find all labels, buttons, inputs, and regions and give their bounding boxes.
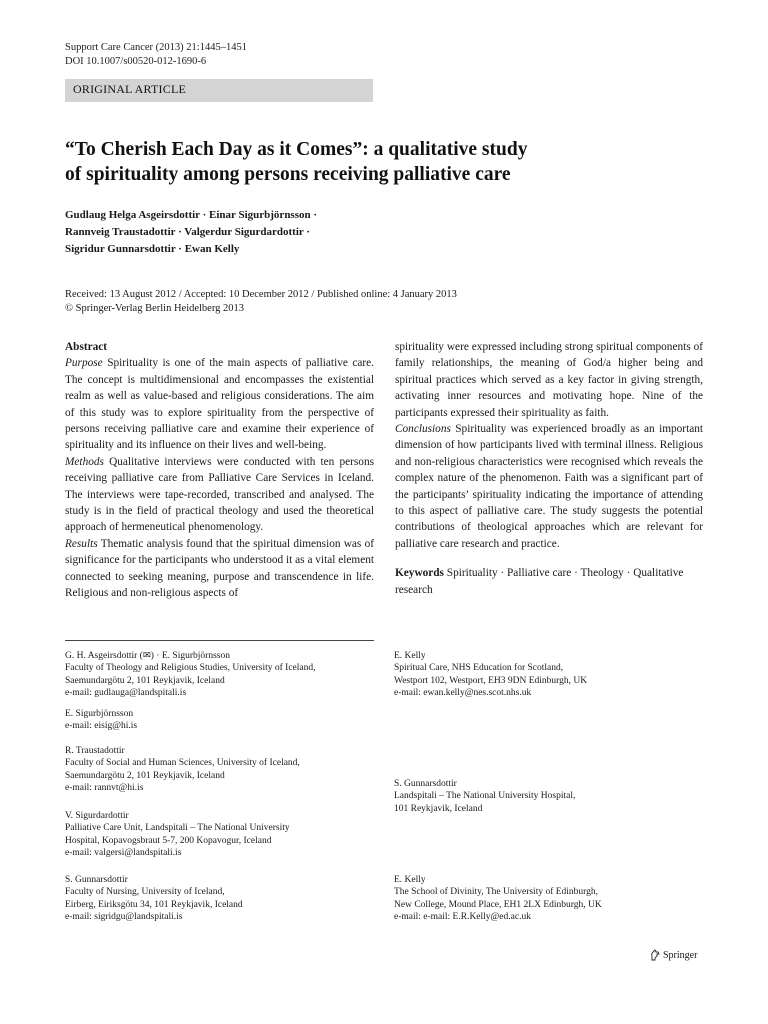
affiliation-name: V. Sigurdardottir <box>65 811 129 821</box>
affiliation-block <box>65 650 385 700</box>
footnote-divider <box>65 640 374 641</box>
keywords <box>395 565 703 598</box>
affiliation-line: Faculty of Nursing, University of Iceland, <box>65 887 225 898</box>
affiliation-line: Palliative Care Unit, Landspitali – The National University <box>65 823 290 834</box>
affiliation-name: S. Gunnarsdottir <box>65 875 128 885</box>
affiliation-email: e-mail: rannvt@hi.is <box>65 783 144 794</box>
results-continued-text: spirituality were expressed including strong spiritual components of family relationships, the meaning of God/a higher being and spiritual practices which served as a key factor in giving strength, activating inner resources and motivating hope. Nine of the participants expressed their spirituality as faith. <box>395 341 703 419</box>
affiliation-email: e-mail: sigridgu@landspitali.is <box>65 912 183 923</box>
copyright-notice: © Springer-Verlag Berlin Heidelberg 2013 <box>65 303 245 314</box>
received-dates: Received: 13 August 2012 / Accepted: 10 December 2012 / Published online: 4 January 2013 <box>65 289 457 300</box>
methods-text: Qualitative interviews were conducted with ten persons receiving palliative care from Palliative Care Services in Iceland. The interviews were tape-recorded, transcribed and analysed. The study is in the field of practical theology and used the theoretical approach of hermeneutical phenomenology. <box>65 455 374 534</box>
abstract-heading: Abstract <box>65 341 108 353</box>
affiliation-name: S. Gunnarsdottir <box>394 779 457 789</box>
journal-header <box>65 41 247 69</box>
affiliation-block <box>65 874 385 924</box>
results-text: Thematic analysis found that the spiritual dimension was of significance for the participants who understood it as a vital element connected to seeking meaning, purpose and transcendence in life. Religious and non-religious aspects of <box>65 537 375 600</box>
title-line-1: “To Cherish Each Day as it Comes”: a qualitative study <box>65 139 528 160</box>
abstract-right-column <box>395 339 703 598</box>
journal-doi: DOI 10.1007/s00520-012-1690-6 <box>65 56 207 67</box>
affiliation-name: E. Kelly <box>394 651 426 661</box>
article-type-label: ORIGINAL ARTICLE <box>73 82 187 96</box>
affiliation-email: e-mail: valgersi@landspitali.is <box>65 848 182 859</box>
conclusions-text: Spirituality was experienced broadly as an important dimension of how participants lived with terminal illness. Religious and non-religious characteristics were recognised which reveals the complex nature of the phenomenon. Faith was a significant part of the participants’ spirituality indicating the importance of attending to this aspect of palliative care. The study suggests the potential contributions of theological approaches which are relevant for palliative care research and practice. <box>395 423 704 550</box>
purpose-text: Spirituality is one of the main aspects of palliative care. The concept is multidimensional and encompasses the existential realm as well as value-based and religious considerations. The aim of this study was to explore spirituality from the perspective of persons receiving palliative care and examine their experience of spirituality and its influence on their lives and well-being. <box>65 357 375 452</box>
affiliation-line: Faculty of Theology and Religious Studies, University of Iceland, <box>65 663 316 674</box>
authors-line-2: Rannveig Traustadottir · Valgerdur Sigurdardottir · <box>65 226 310 238</box>
affiliation-line: Saemundargötu 2, 101 Reykjavik, Iceland <box>65 675 225 686</box>
affiliation-line: Spiritual Care, NHS Education for Scotland, <box>394 663 564 674</box>
affiliation-email: e-mail: e-mail: E.R.Kelly@ed.ac.uk <box>394 912 531 923</box>
affiliation-email: e-mail: ewan.kelly@nes.scot.nhs.uk <box>394 688 532 699</box>
publisher-name: Springer <box>663 949 698 961</box>
affiliation-block <box>65 810 385 860</box>
affiliation-name: E. Sigurbjörnsson <box>65 709 134 719</box>
keywords-label: Keywords <box>395 567 444 580</box>
springer-horse-icon <box>650 949 660 961</box>
article-title <box>65 137 705 187</box>
affiliation-name: E. Kelly <box>394 875 426 885</box>
author-list <box>65 207 705 258</box>
purpose-label: Purpose <box>65 357 103 370</box>
publisher-footer <box>650 949 697 961</box>
affiliation-email: e-mail: gudlauga@landspitali.is <box>65 688 187 699</box>
article-type-banner <box>65 79 373 102</box>
affiliation-line: Landspitali – The National University Hospital, <box>394 791 576 802</box>
conclusions-label: Conclusions <box>395 423 451 436</box>
keywords-text: Spirituality · Palliative care · Theology · Qualitative research <box>395 567 684 596</box>
affiliation-line: Faculty of Social and Human Sciences, University of Iceland, <box>65 758 300 769</box>
authors-line-1: Gudlaug Helga Asgeirsdottir · Einar Sigurbjörnsson · <box>65 209 318 221</box>
affiliation-block <box>394 874 714 924</box>
affiliation-line: Saemundargötu 2, 101 Reykjavik, Iceland <box>65 770 225 781</box>
affiliation-block <box>65 708 385 733</box>
authors-line-3: Sigridur Gunnarsdottir · Ewan Kelly <box>65 243 240 255</box>
affiliation-email: e-mail: eisig@hi.is <box>65 721 138 732</box>
journal-citation: Support Care Cancer (2013) 21:1445–1451 <box>65 42 247 53</box>
results-label: Results <box>65 537 98 550</box>
affiliation-line: New College, Mound Place, EH1 2LX Edinburgh, UK <box>394 899 602 910</box>
abstract-left-column <box>65 339 374 602</box>
affiliation-line: Westport 102, Westport, EH3 9DN Edinburgh, UK <box>394 675 588 686</box>
publication-dates <box>65 288 715 316</box>
affiliation-line: The School of Divinity, The University of Edinburgh, <box>394 887 599 898</box>
affiliation-line: 101 Reykjavik, Iceland <box>394 803 483 814</box>
affiliation-name: R. Traustadottir <box>65 746 125 756</box>
methods-label: Methods <box>65 455 104 468</box>
affiliation-line: Eirberg, Eiriksgötu 34, 101 Reykjavik, Iceland <box>65 899 243 910</box>
affiliation-block <box>394 778 714 815</box>
title-line-2: of spirituality among persons receiving palliative care <box>65 164 511 185</box>
affiliation-block <box>394 650 714 700</box>
affiliation-line: Hospital, Kopavogsbraut 5-7, 200 Kopavogur, Iceland <box>65 835 272 846</box>
affiliation-block <box>65 745 385 795</box>
affiliation-name: G. H. Asgeirsdottir (✉) · E. Sigurbjörnsson <box>65 651 230 661</box>
